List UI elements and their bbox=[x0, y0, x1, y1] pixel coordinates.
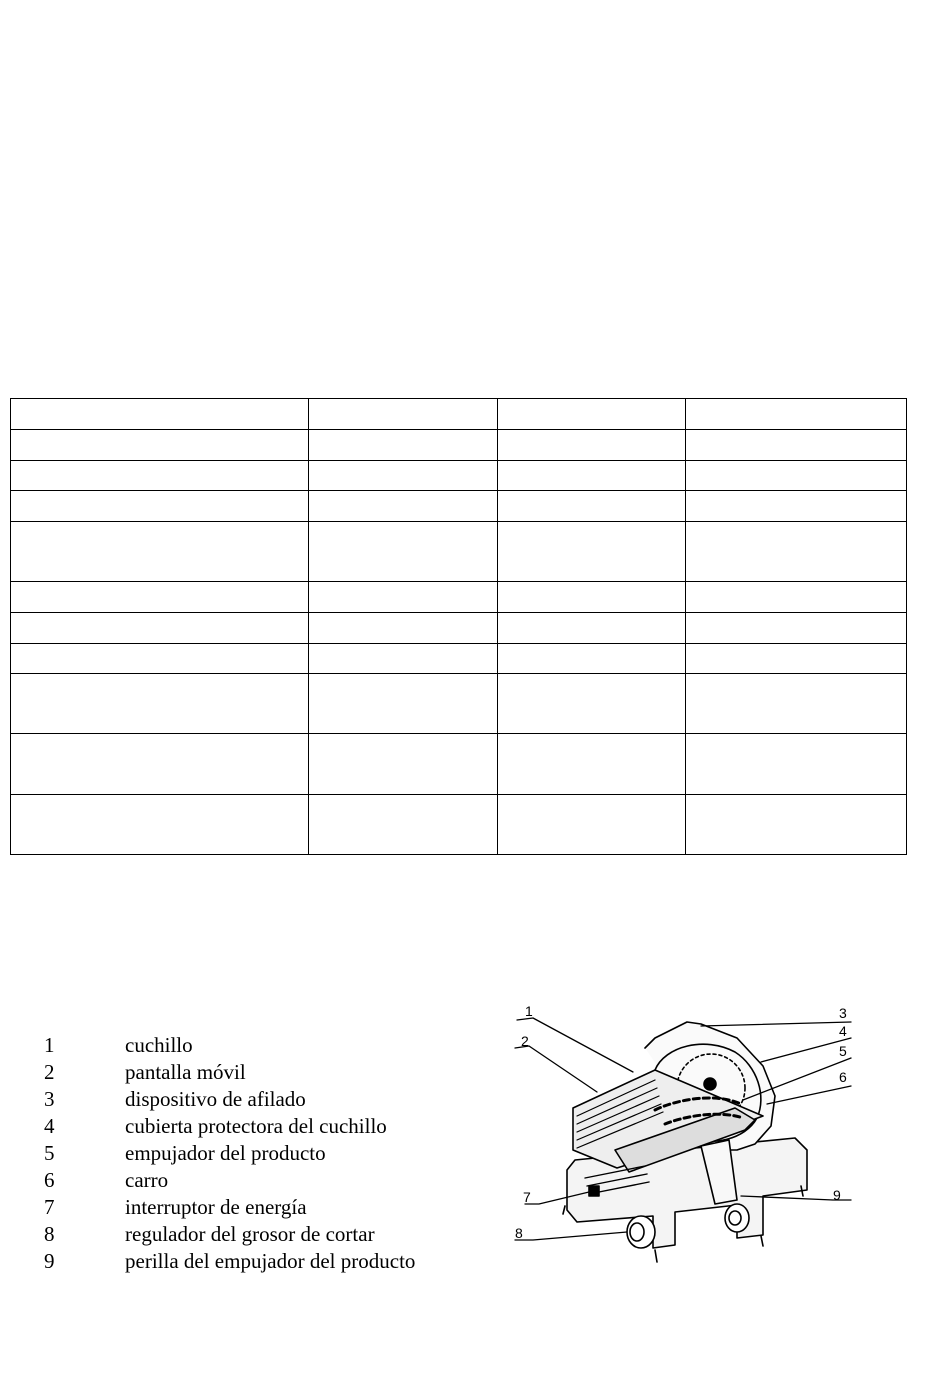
legend-item bbox=[44, 1032, 415, 1059]
table-cell bbox=[686, 734, 907, 795]
legend-number: 5 bbox=[44, 1141, 55, 1165]
table-cell bbox=[686, 644, 907, 674]
table-cell bbox=[309, 734, 498, 795]
legend-item bbox=[44, 1140, 415, 1167]
legend-number: 9 bbox=[44, 1249, 55, 1273]
table-cell bbox=[309, 644, 498, 674]
legend-label: dispositivo de afilado bbox=[125, 1087, 306, 1111]
power-switch-icon bbox=[589, 1186, 599, 1196]
thickness-knob-icon bbox=[627, 1216, 655, 1248]
table-cell bbox=[11, 795, 309, 855]
legend-label: cuchillo bbox=[125, 1033, 193, 1057]
table-cell bbox=[309, 491, 498, 522]
table-cell bbox=[309, 582, 498, 613]
table-row bbox=[11, 522, 907, 582]
table-cell bbox=[309, 613, 498, 644]
table-cell bbox=[686, 674, 907, 734]
table-cell bbox=[686, 522, 907, 582]
table-cell bbox=[686, 582, 907, 613]
legend-label: pantalla móvil bbox=[125, 1060, 246, 1084]
table-cell bbox=[498, 644, 686, 674]
legend-item bbox=[44, 1113, 415, 1140]
table-cell bbox=[309, 674, 498, 734]
callout-7: 7 bbox=[523, 1189, 531, 1205]
table-row bbox=[11, 734, 907, 795]
table-cell bbox=[11, 644, 309, 674]
callout-4: 4 bbox=[839, 1023, 847, 1039]
legend-number: 4 bbox=[44, 1114, 55, 1138]
legend-label: cubierta protectora del cuchillo bbox=[125, 1114, 387, 1138]
legend-number: 6 bbox=[44, 1168, 55, 1192]
table-row bbox=[11, 582, 907, 613]
table-cell bbox=[686, 795, 907, 855]
table-cell bbox=[686, 461, 907, 491]
legend-label: regulador del grosor de cortar bbox=[125, 1222, 375, 1246]
table-cell bbox=[11, 734, 309, 795]
table-cell bbox=[309, 461, 498, 491]
legend-number: 1 bbox=[44, 1033, 55, 1057]
legend-label: interruptor de energía bbox=[125, 1195, 307, 1219]
legend-item bbox=[44, 1221, 415, 1248]
table-cell bbox=[11, 461, 309, 491]
parts-legend bbox=[44, 1032, 415, 1275]
legend-number: 2 bbox=[44, 1060, 55, 1084]
legend-number: 8 bbox=[44, 1222, 55, 1246]
table-cell bbox=[309, 522, 498, 582]
table-cell bbox=[686, 430, 907, 461]
specifications-table-body bbox=[11, 399, 907, 855]
callout-2: 2 bbox=[521, 1033, 529, 1049]
legend-item bbox=[44, 1086, 415, 1113]
table-cell bbox=[11, 399, 309, 430]
legend-label: empujador del producto bbox=[125, 1141, 326, 1165]
table-cell bbox=[498, 399, 686, 430]
callout-5: 5 bbox=[839, 1043, 847, 1059]
table-cell bbox=[498, 522, 686, 582]
table-cell bbox=[498, 430, 686, 461]
table-row bbox=[11, 461, 907, 491]
table-cell bbox=[309, 430, 498, 461]
table-cell bbox=[498, 613, 686, 644]
table-row bbox=[11, 430, 907, 461]
callout-3: 3 bbox=[839, 1005, 847, 1021]
table-cell bbox=[498, 795, 686, 855]
callout-1: 1 bbox=[525, 1003, 533, 1019]
table-cell bbox=[686, 491, 907, 522]
callout-9: 9 bbox=[833, 1187, 841, 1203]
legend-label: carro bbox=[125, 1168, 169, 1192]
table-row bbox=[11, 795, 907, 855]
table-cell bbox=[498, 582, 686, 613]
table-cell bbox=[11, 430, 309, 461]
legend-item bbox=[44, 1194, 415, 1221]
table-cell bbox=[498, 491, 686, 522]
table-cell bbox=[11, 582, 309, 613]
legend-label: perilla del empujador del producto bbox=[125, 1249, 416, 1273]
table-cell bbox=[11, 491, 309, 522]
table-cell bbox=[309, 399, 498, 430]
table-row bbox=[11, 644, 907, 674]
table-cell bbox=[11, 613, 309, 644]
table-cell bbox=[498, 461, 686, 491]
table-row bbox=[11, 613, 907, 644]
legend-item bbox=[44, 1248, 415, 1275]
leader-line-4 bbox=[761, 1038, 851, 1062]
leader-line-8 bbox=[515, 1232, 627, 1240]
leader-line-3 bbox=[701, 1022, 851, 1026]
table-cell bbox=[11, 674, 309, 734]
legend-number: 7 bbox=[44, 1195, 55, 1219]
table-cell bbox=[686, 613, 907, 644]
table-row bbox=[11, 491, 907, 522]
table-cell bbox=[309, 795, 498, 855]
callout-6: 6 bbox=[839, 1069, 847, 1085]
specifications-table bbox=[10, 398, 907, 855]
callout-8: 8 bbox=[515, 1225, 523, 1241]
table-row bbox=[11, 399, 907, 430]
legend-item bbox=[44, 1167, 415, 1194]
table-cell bbox=[686, 399, 907, 430]
table-row bbox=[11, 674, 907, 734]
table-cell bbox=[498, 734, 686, 795]
legend-number: 3 bbox=[44, 1087, 55, 1111]
table-cell bbox=[498, 674, 686, 734]
leader-line-2 bbox=[515, 1046, 597, 1092]
leader-line-1 bbox=[517, 1018, 633, 1072]
meat-slicer-diagram bbox=[505, 1000, 865, 1280]
table-cell bbox=[11, 522, 309, 582]
leader-line-6 bbox=[767, 1086, 851, 1104]
legend-item bbox=[44, 1059, 415, 1086]
